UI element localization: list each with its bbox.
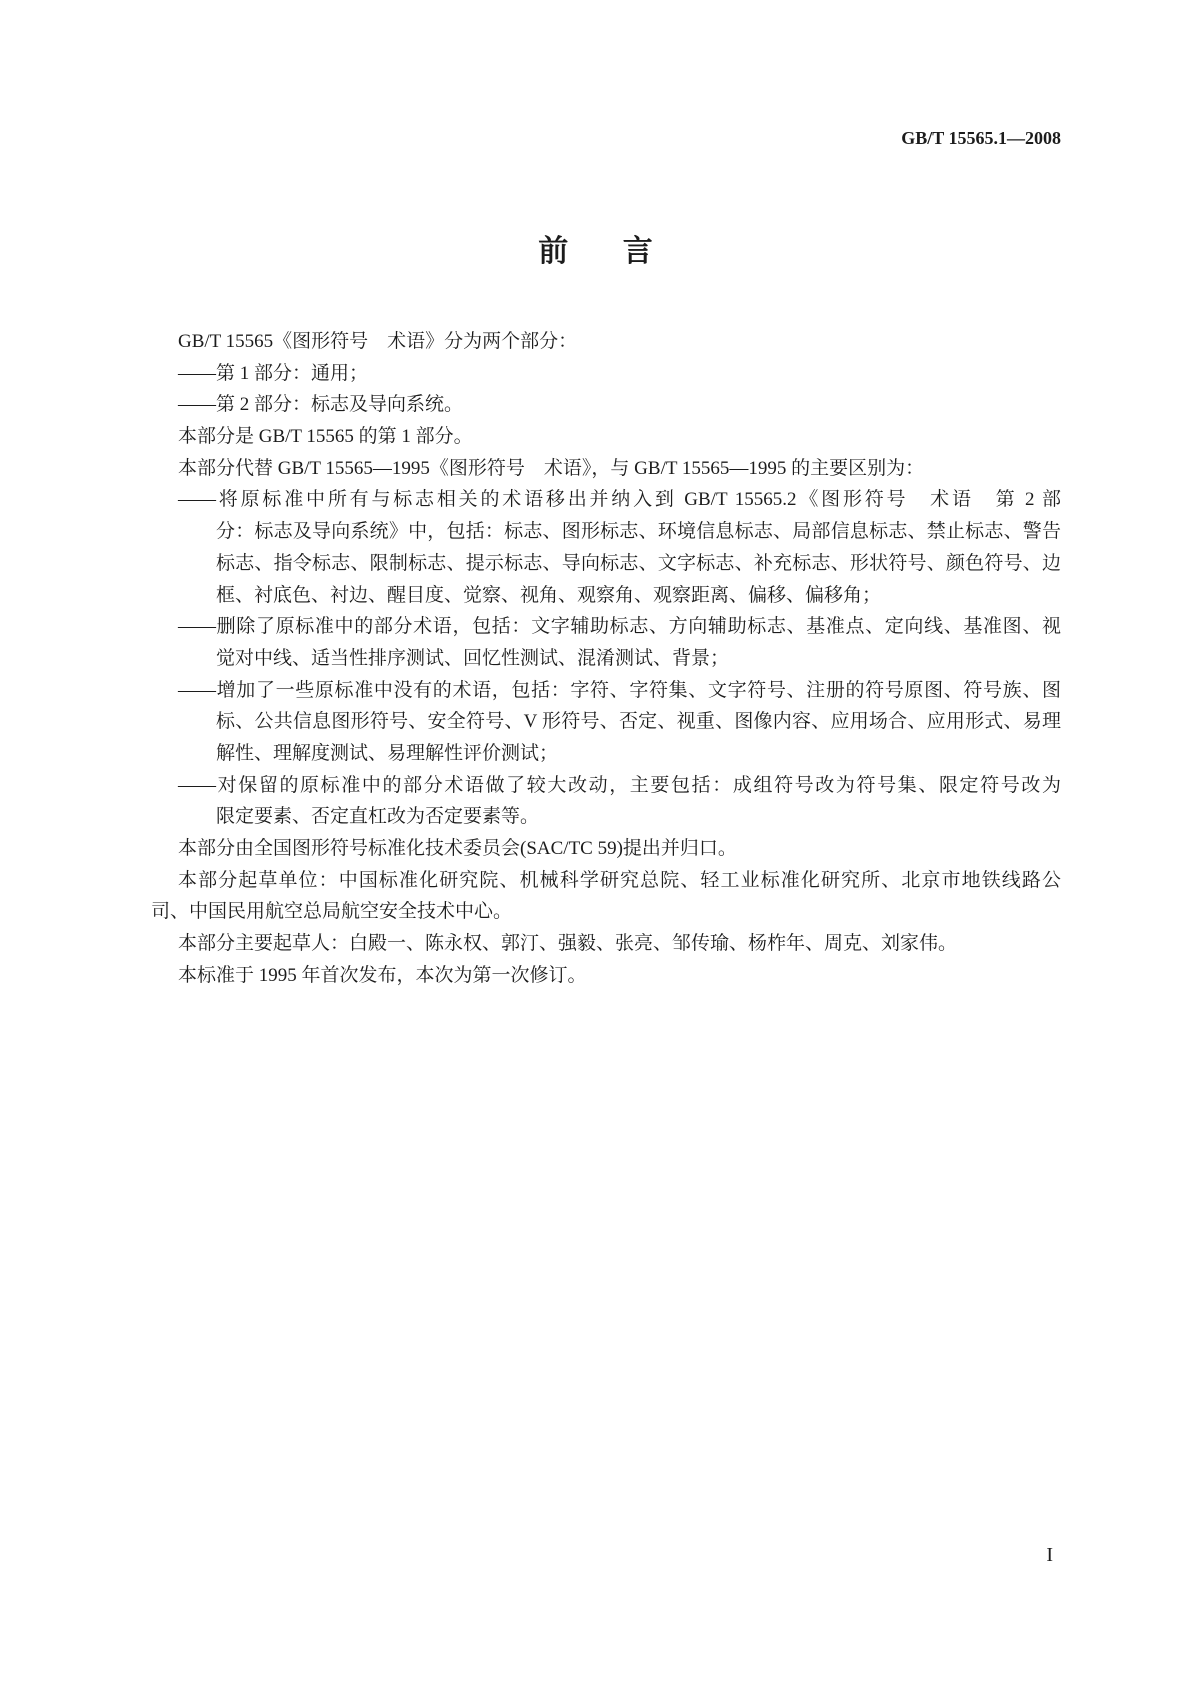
list-item-line: ——对保留的原标准中的部分术语做了较大改动，主要包括：成组符号改为符号集、限定符号改为 <box>178 774 1061 796</box>
list-item-line: ——删除了原标准中的部分术语，包括：文字辅助标志、方向辅助标志、基准点、定向线、基准图、视 <box>178 616 1061 638</box>
paragraph-line: 本部分是 GB/T 15565 的第 1 部分。 <box>178 426 473 448</box>
paragraph-line: 本部分起草单位：中国标准化研究院、机械科学研究总院、轻工业标准化研究所、北京市地铁线路公 <box>178 869 1061 891</box>
list-item-line: ——将原标准中所有与标志相关的术语移出并纳入到 GB/T 15565.2《图形符号 术语 第 2 部 <box>178 489 1061 511</box>
paragraph-continuation: 司、中国民用航空总局航空安全技术中心。 <box>151 901 513 923</box>
list-item-continuation: 标、公共信息图形符号、安全符号、V 形符号、否定、视重、图像内容、应用场合、应用形式、易理 <box>216 711 1061 733</box>
page-number: I <box>1046 1544 1053 1566</box>
paragraph-line: 本标准于 1995 年首次发布，本次为第一次修订。 <box>178 964 587 986</box>
paragraph-line: GB/T 15565《图形符号 术语》分为两个部分： <box>178 331 578 352</box>
paragraph-line: 本部分代替 GB/T 15565—1995《图形符号 术语》，与 GB/T 15565—1995 的主要区别为： <box>178 457 925 479</box>
list-item-continuation: 觉对中线、适当性排序测试、回忆性测试、混淆测试、背景； <box>216 647 730 669</box>
list-item-continuation: 标志、指令标志、限制标志、提示标志、导向标志、文字标志、补充标志、形状符号、颜色符号、边 <box>216 552 1061 574</box>
list-item-continuation: 解性、理解度测试、易理解性评价测试； <box>216 742 559 764</box>
foreword-body <box>0 326 1061 991</box>
list-item-line: ——增加了一些原标准中没有的术语，包括：字符、字符集、文字符号、注册的符号原图、符号族、图 <box>178 679 1061 701</box>
list-item-continuation: 分：标志及导向系统》中，包括：标志、图形标志、环境信息标志、局部信息标志、禁止标志、警告 <box>216 521 1061 543</box>
page-title: 前 言 <box>538 234 653 269</box>
list-item-line: ——第 2 部分：标志及导向系统。 <box>178 394 464 416</box>
list-item-continuation: 框、衬底色、衬边、醒目度、觉察、视角、观察角、观察距离、偏移、偏移角； <box>216 584 882 606</box>
list-item-continuation: 限定要素、否定直杠改为否定要素等。 <box>216 806 540 828</box>
paragraph-line: 本部分主要起草人：白殿一、陈永权、郭汀、强毅、张亮、邹传瑜、杨柞年、周克、刘家伟。 <box>178 933 958 955</box>
paragraph-line: 本部分由全国图形符号标准化技术委员会(SAC/TC 59)提出并归口。 <box>178 838 737 859</box>
standard-number-header: GB/T 15565.1—2008 <box>901 128 1061 148</box>
list-item-line: ——第 1 部分：通用； <box>178 362 369 384</box>
